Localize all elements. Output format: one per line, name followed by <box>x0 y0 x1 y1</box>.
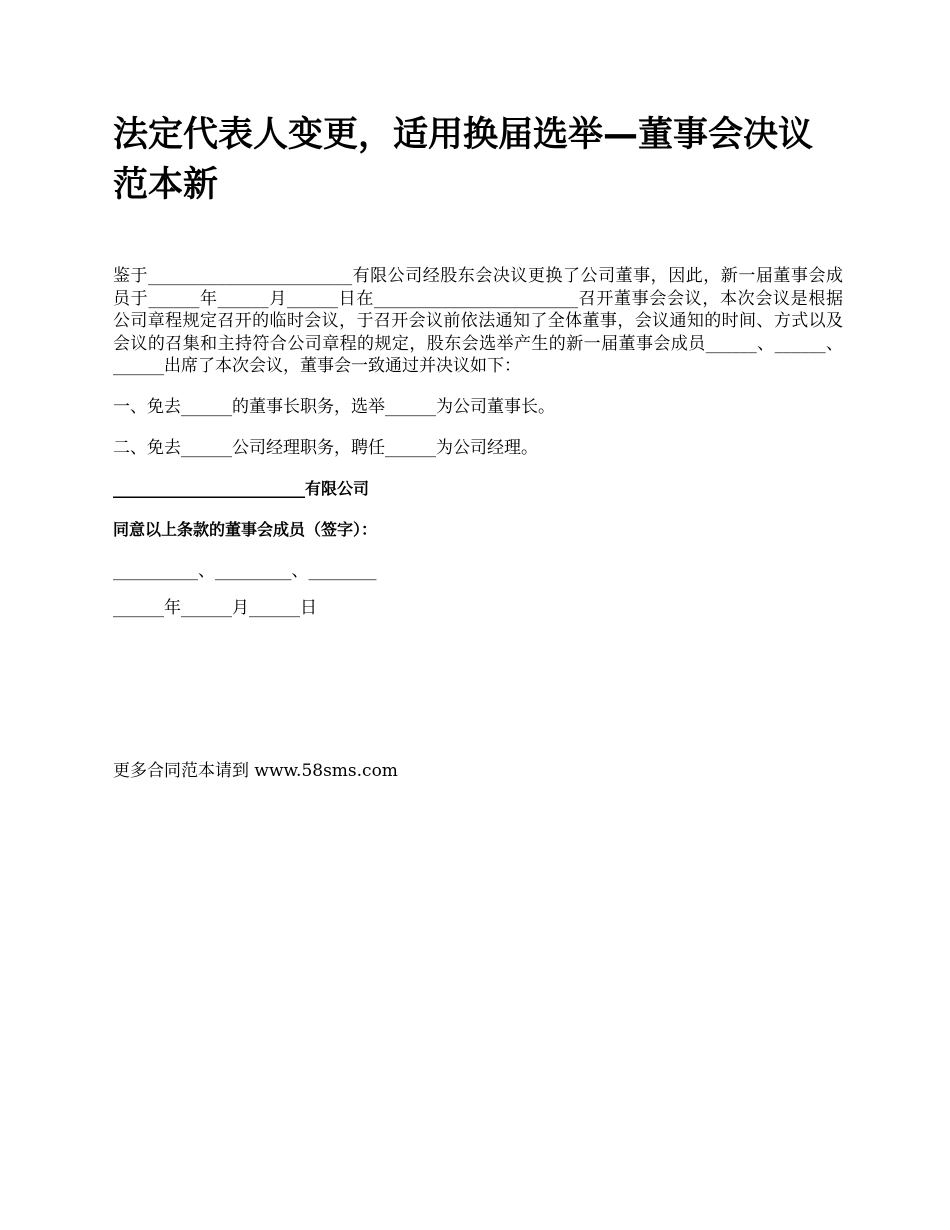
signature-lines: __________、_________、________ <box>113 561 377 581</box>
company-name-line: ________________________有限公司 <box>113 479 370 498</box>
resolution-item-1: 一、免去______的董事长职务，选举______为公司董事长。 <box>113 397 555 417</box>
intro-paragraph: 鉴于________________________有限公司经股东会决议更换了公司董事，因此，新一届董事会成员于______年______月______日在________________________召开董事会会议，本次会议是根据公司章程规定召开的临时会议，于召开会议前依法通知了全体董事，会议通知的时间、方式以及会议的召集和主持符合公司章程的规定，股东会选举产生的新一届董事会成员______、______、______出席了本次会议，董事会一致通过并决议如下： <box>113 266 843 376</box>
document-title: 法定代表人变更，适用换届选举—董事会决议范本新 <box>113 115 814 205</box>
signature-heading: 同意以上条款的董事会成员（签字）： <box>113 520 378 539</box>
resolution-item-2: 二、免去______公司经理职务，聘任______为公司经理。 <box>113 438 538 458</box>
footer-note: 更多合同范本请到 www.58sms.com <box>113 761 398 781</box>
date-line: ______年______月______日 <box>113 598 317 618</box>
